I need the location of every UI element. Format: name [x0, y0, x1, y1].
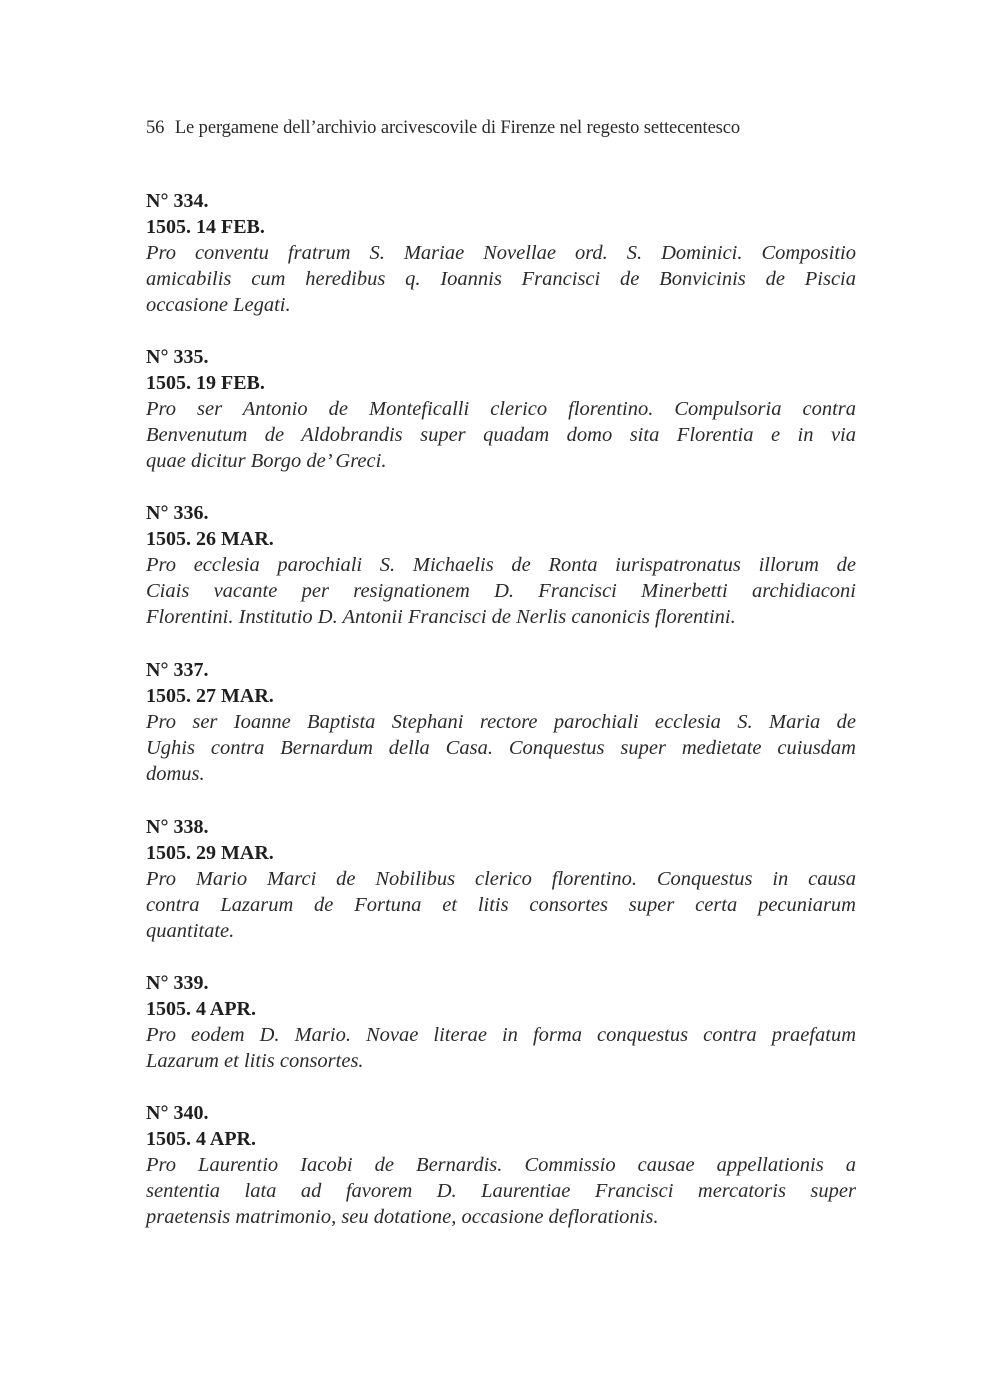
entry-number: N° 340. — [146, 1102, 209, 1124]
entry-line: quantitate. — [146, 920, 235, 942]
entry-number: N° 339. — [146, 972, 209, 994]
entry-text — [146, 866, 856, 944]
running-head — [146, 118, 740, 139]
entry-number: N° 335. — [146, 346, 209, 368]
entry-number: N° 338. — [146, 816, 209, 838]
entry-line: Ciais vacante per resignationem D. Francisci Minerbetti archidiaconi — [146, 580, 856, 602]
entry-line: Pro conventu fratrum S. Mariae Novellae ord. S. Dominici. Compositio — [146, 242, 856, 264]
entry-text — [146, 1152, 856, 1230]
entry-line: Pro ser Antonio de Monteficalli clerico florentino. Compulsoria contra — [146, 398, 856, 420]
entry-text — [146, 396, 856, 474]
entry-line: Pro eodem D. Mario. Novae literae in forma conquestus contra praefatum — [146, 1024, 856, 1046]
entry-line: contra Lazarum de Fortuna et litis consortes super certa pecuniarum — [146, 894, 856, 916]
entry-334 — [146, 188, 856, 318]
entry-337 — [146, 657, 856, 787]
entry-text — [146, 709, 856, 787]
entry-line: domus. — [146, 763, 205, 785]
entry-line: occasione Legati. — [146, 294, 291, 316]
entry-text — [146, 240, 856, 318]
entry-date: 1505. 27 MAR. — [146, 685, 274, 707]
entry-date: 1505. 19 FEB. — [146, 372, 265, 394]
entry-line: Benvenutum de Aldobrandis super quadam domo sita Florentia e in via — [146, 424, 856, 446]
entry-date: 1505. 14 FEB. — [146, 216, 265, 238]
entry-text — [146, 1022, 856, 1074]
entry-number: N° 337. — [146, 659, 209, 681]
entry-date: 1505. 4 APR. — [146, 998, 256, 1020]
entry-line: praetensis matrimonio, seu dotatione, occasione deflorationis. — [146, 1206, 659, 1228]
entry-line: sententia lata ad favorem D. Laurentiae Francisci mercatoris super — [146, 1180, 856, 1202]
entry-338 — [146, 814, 856, 944]
entry-336 — [146, 500, 856, 630]
entry-335 — [146, 344, 856, 474]
entry-line: Lazarum et litis consortes. — [146, 1050, 364, 1072]
entry-339 — [146, 970, 856, 1074]
entry-date: 1505. 29 MAR. — [146, 842, 274, 864]
running-title: Le pergamene dell’archivio arcivescovile di Firenze nel regesto settecentesco — [174, 118, 741, 138]
entry-line: Pro ecclesia parochiali S. Michaelis de Ronta iurispatronatus illorum de — [146, 554, 856, 576]
entry-number: N° 334. — [146, 190, 209, 212]
entry-text — [146, 552, 856, 630]
entry-line: Pro ser Ioanne Baptista Stephani rectore parochiali ecclesia S. Maria de — [146, 711, 856, 733]
entry-line: quae dicitur Borgo de’ Greci. — [146, 450, 387, 472]
entry-line: Ughis contra Bernardum della Casa. Conquestus super medietate cuiusdam — [146, 737, 856, 759]
page-number: 56 — [146, 118, 165, 138]
entry-line: Pro Laurentio Iacobi de Bernardis. Commissio causae appellationis a — [146, 1154, 856, 1176]
entry-line: Pro Mario Marci de Nobilibus clerico florentino. Conquestus in causa — [146, 868, 856, 890]
entry-date: 1505. 26 MAR. — [146, 528, 274, 550]
entry-line: Florentini. Institutio D. Antonii Francisci de Nerlis canonicis florentini. — [146, 606, 736, 628]
entry-number: N° 336. — [146, 502, 209, 524]
entry-line: amicabilis cum heredibus q. Ioannis Francisci de Bonvicinis de Piscia — [146, 268, 856, 290]
entry-340 — [146, 1100, 856, 1230]
entry-date: 1505. 4 APR. — [146, 1128, 256, 1150]
